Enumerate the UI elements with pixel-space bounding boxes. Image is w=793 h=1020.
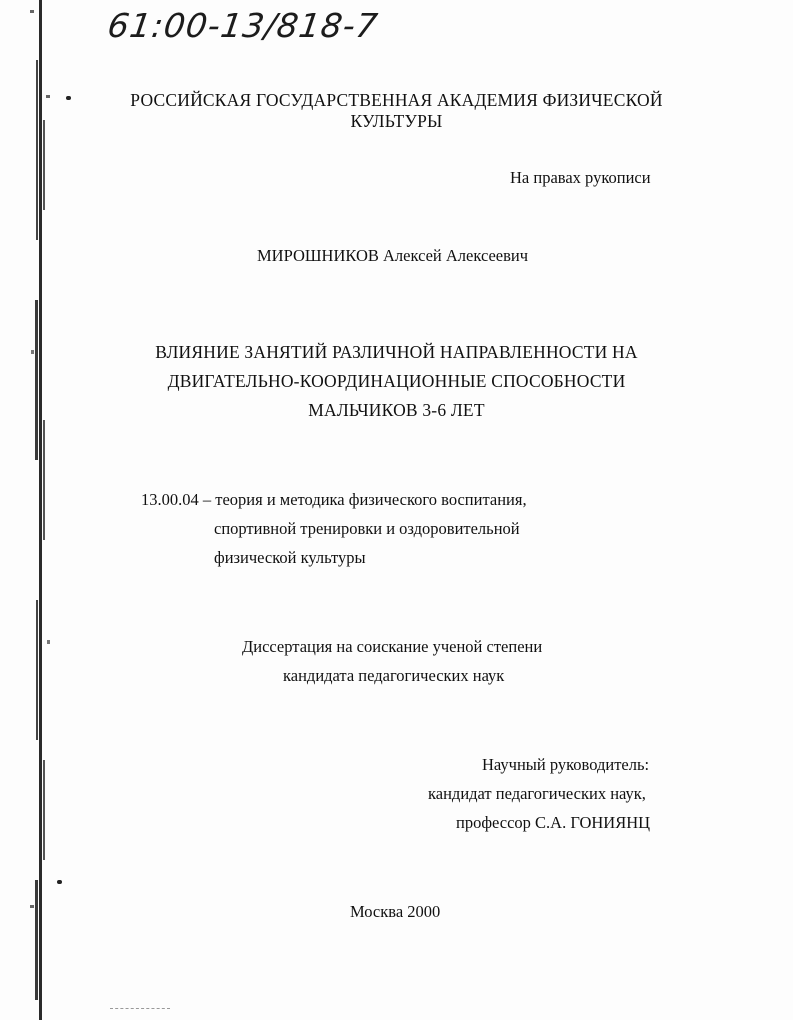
- scan-bottom-mark: [110, 1008, 170, 1009]
- specialty-line-1: 13.00.04 – теория и методика физического воспитания,: [141, 490, 527, 509]
- scan-binding-edge: [30, 0, 52, 1020]
- scan-speck: [57, 880, 62, 884]
- thesis-title-line-3: МАЛЬЧИКОВ 3-6 ЛЕТ: [308, 400, 485, 420]
- degree-line-2: кандидата педагогических наук: [283, 666, 505, 685]
- manuscript-rights-note: На правах рукописи: [510, 168, 651, 187]
- institution-line-2: КУЛЬТУРЫ: [350, 111, 443, 131]
- place-and-year: Москва 2000: [350, 902, 441, 921]
- thesis-title-line-1: ВЛИЯНИЕ ЗАНЯТИЙ РАЗЛИЧНОЙ НАПРАВЛЕННОСТИ НА: [155, 342, 638, 362]
- supervisor-label: Научный руководитель:: [482, 755, 650, 774]
- handwritten-catalog-number: 61:00-13/818-7: [105, 6, 381, 45]
- thesis-title-line-2: ДВИГАТЕЛЬНО-КООРДИНАЦИОННЫЕ СПОСОБНОСТИ: [167, 371, 626, 391]
- supervisor-name: профессор С.А. ГОНИЯНЦ: [456, 813, 651, 832]
- supervisor-degree: кандидат педагогических наук,: [428, 784, 646, 803]
- degree-line-1: Диссертация на соискание ученой степени: [242, 637, 543, 656]
- institution-line-1: РОССИЙСКАЯ ГОСУДАРСТВЕННАЯ АКАДЕМИЯ ФИЗИЧЕСКОЙ: [130, 90, 663, 110]
- author-name: МИРОШНИКОВ Алексей Алексеевич: [257, 246, 529, 265]
- specialty-line-2: спортивной тренировки и оздоровительной: [214, 519, 520, 538]
- specialty-line-3: физической культуры: [214, 548, 366, 567]
